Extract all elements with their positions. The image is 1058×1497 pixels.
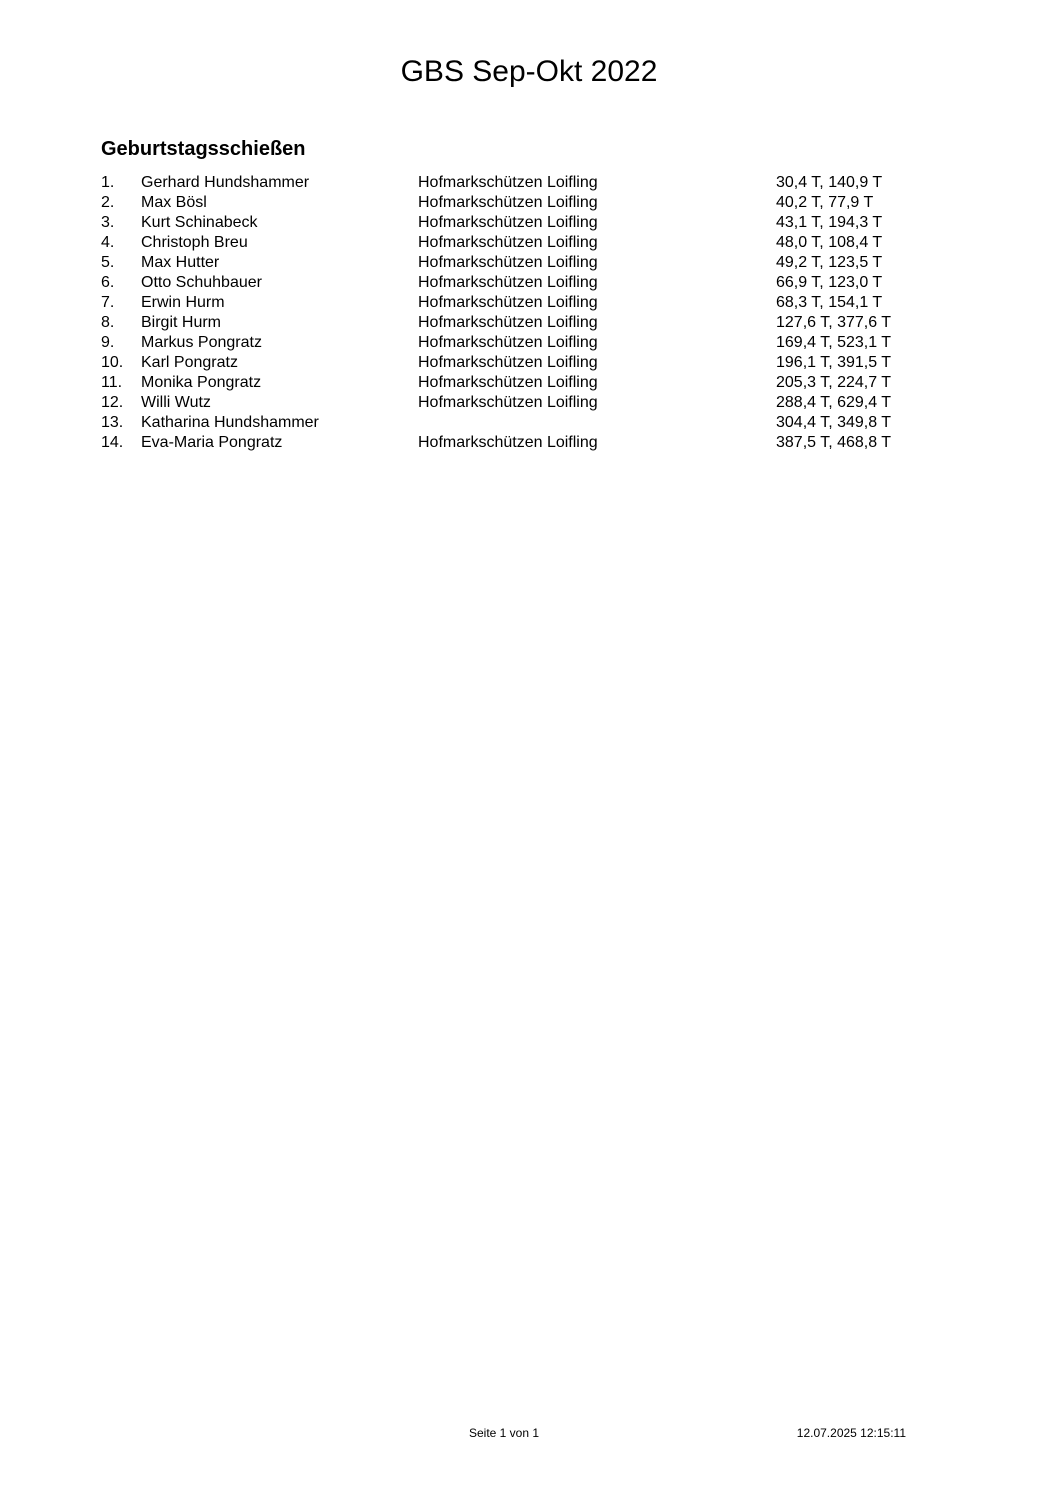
result-score: 196,1 T, 391,5 T — [776, 354, 892, 371]
result-name: Kurt Schinabeck — [141, 214, 258, 231]
result-score: 304,4 T, 349,8 T — [776, 414, 892, 431]
result-row — [101, 293, 921, 313]
result-club: Hofmarkschützen Loifling — [418, 374, 598, 391]
page-title: GBS Sep-Okt 2022 — [400, 55, 658, 88]
result-row — [101, 393, 921, 413]
result-rank: 2. — [101, 194, 115, 211]
result-rank: 10. — [101, 354, 124, 371]
result-club: Hofmarkschützen Loifling — [418, 294, 598, 311]
result-club: Hofmarkschützen Loifling — [418, 254, 598, 271]
result-score: 30,4 T, 140,9 T — [776, 174, 883, 191]
result-rank: 9. — [101, 334, 115, 351]
result-name: Willi Wutz — [141, 394, 211, 411]
result-score: 169,4 T, 523,1 T — [776, 334, 892, 351]
result-club: Hofmarkschützen Loifling — [418, 174, 598, 191]
result-score: 387,5 T, 468,8 T — [776, 434, 892, 451]
result-rank: 12. — [101, 394, 124, 411]
result-rank: 6. — [101, 274, 115, 291]
result-name: Eva-Maria Pongratz — [141, 434, 283, 451]
result-row — [101, 433, 921, 453]
result-rank: 8. — [101, 314, 115, 331]
section-heading: Geburtstagsschießen — [101, 138, 306, 160]
result-row — [101, 373, 921, 393]
result-row — [101, 353, 921, 373]
results-list — [101, 173, 921, 453]
result-name: Christoph Breu — [141, 234, 248, 251]
result-name: Karl Pongratz — [141, 354, 238, 371]
result-name: Max Bösl — [141, 194, 207, 211]
result-row — [101, 413, 921, 433]
result-club: Hofmarkschützen Loifling — [418, 334, 598, 351]
result-row — [101, 173, 921, 193]
result-name: Katharina Hundshammer — [141, 414, 319, 431]
result-club: Hofmarkschützen Loifling — [418, 234, 598, 251]
result-club: Hofmarkschützen Loifling — [418, 274, 598, 291]
result-rank: 5. — [101, 254, 115, 271]
result-rank: 1. — [101, 174, 115, 191]
result-rank: 13. — [101, 414, 124, 431]
result-club: Hofmarkschützen Loifling — [418, 434, 598, 451]
result-score: 43,1 T, 194,3 T — [776, 214, 883, 231]
result-name: Markus Pongratz — [141, 334, 262, 351]
result-club: Hofmarkschützen Loifling — [418, 194, 598, 211]
result-row — [101, 313, 921, 333]
result-score: 49,2 T, 123,5 T — [776, 254, 883, 271]
print-timestamp: 12.07.2025 12:15:11 — [796, 1426, 906, 1440]
result-name: Birgit Hurm — [141, 314, 222, 331]
result-row — [101, 193, 921, 213]
result-score: 66,9 T, 123,0 T — [776, 274, 883, 291]
result-rank: 7. — [101, 294, 115, 311]
result-club: Hofmarkschützen Loifling — [418, 394, 598, 411]
result-row — [101, 213, 921, 233]
result-row — [101, 333, 921, 353]
page-number: Seite 1 von 1 — [468, 1426, 540, 1440]
result-rank: 11. — [101, 374, 123, 391]
result-row — [101, 253, 921, 273]
result-name: Max Hutter — [141, 254, 220, 271]
result-score: 288,4 T, 629,4 T — [776, 394, 892, 411]
result-rank: 3. — [101, 214, 115, 231]
result-score: 48,0 T, 108,4 T — [776, 234, 883, 251]
result-row — [101, 233, 921, 253]
result-rank: 14. — [101, 434, 124, 451]
result-rank: 4. — [101, 234, 115, 251]
result-score: 127,6 T, 377,6 T — [776, 314, 892, 331]
result-name: Erwin Hurm — [141, 294, 225, 311]
result-score: 68,3 T, 154,1 T — [776, 294, 883, 311]
result-score: 205,3 T, 224,7 T — [776, 374, 892, 391]
result-name: Gerhard Hundshammer — [141, 174, 310, 191]
result-score: 40,2 T, 77,9 T — [776, 194, 874, 211]
result-row — [101, 273, 921, 293]
result-name: Otto Schuhbauer — [141, 274, 262, 291]
result-club: Hofmarkschützen Loifling — [418, 314, 598, 331]
result-club: Hofmarkschützen Loifling — [418, 354, 598, 371]
result-club: Hofmarkschützen Loifling — [418, 214, 598, 231]
result-name: Monika Pongratz — [141, 374, 262, 391]
